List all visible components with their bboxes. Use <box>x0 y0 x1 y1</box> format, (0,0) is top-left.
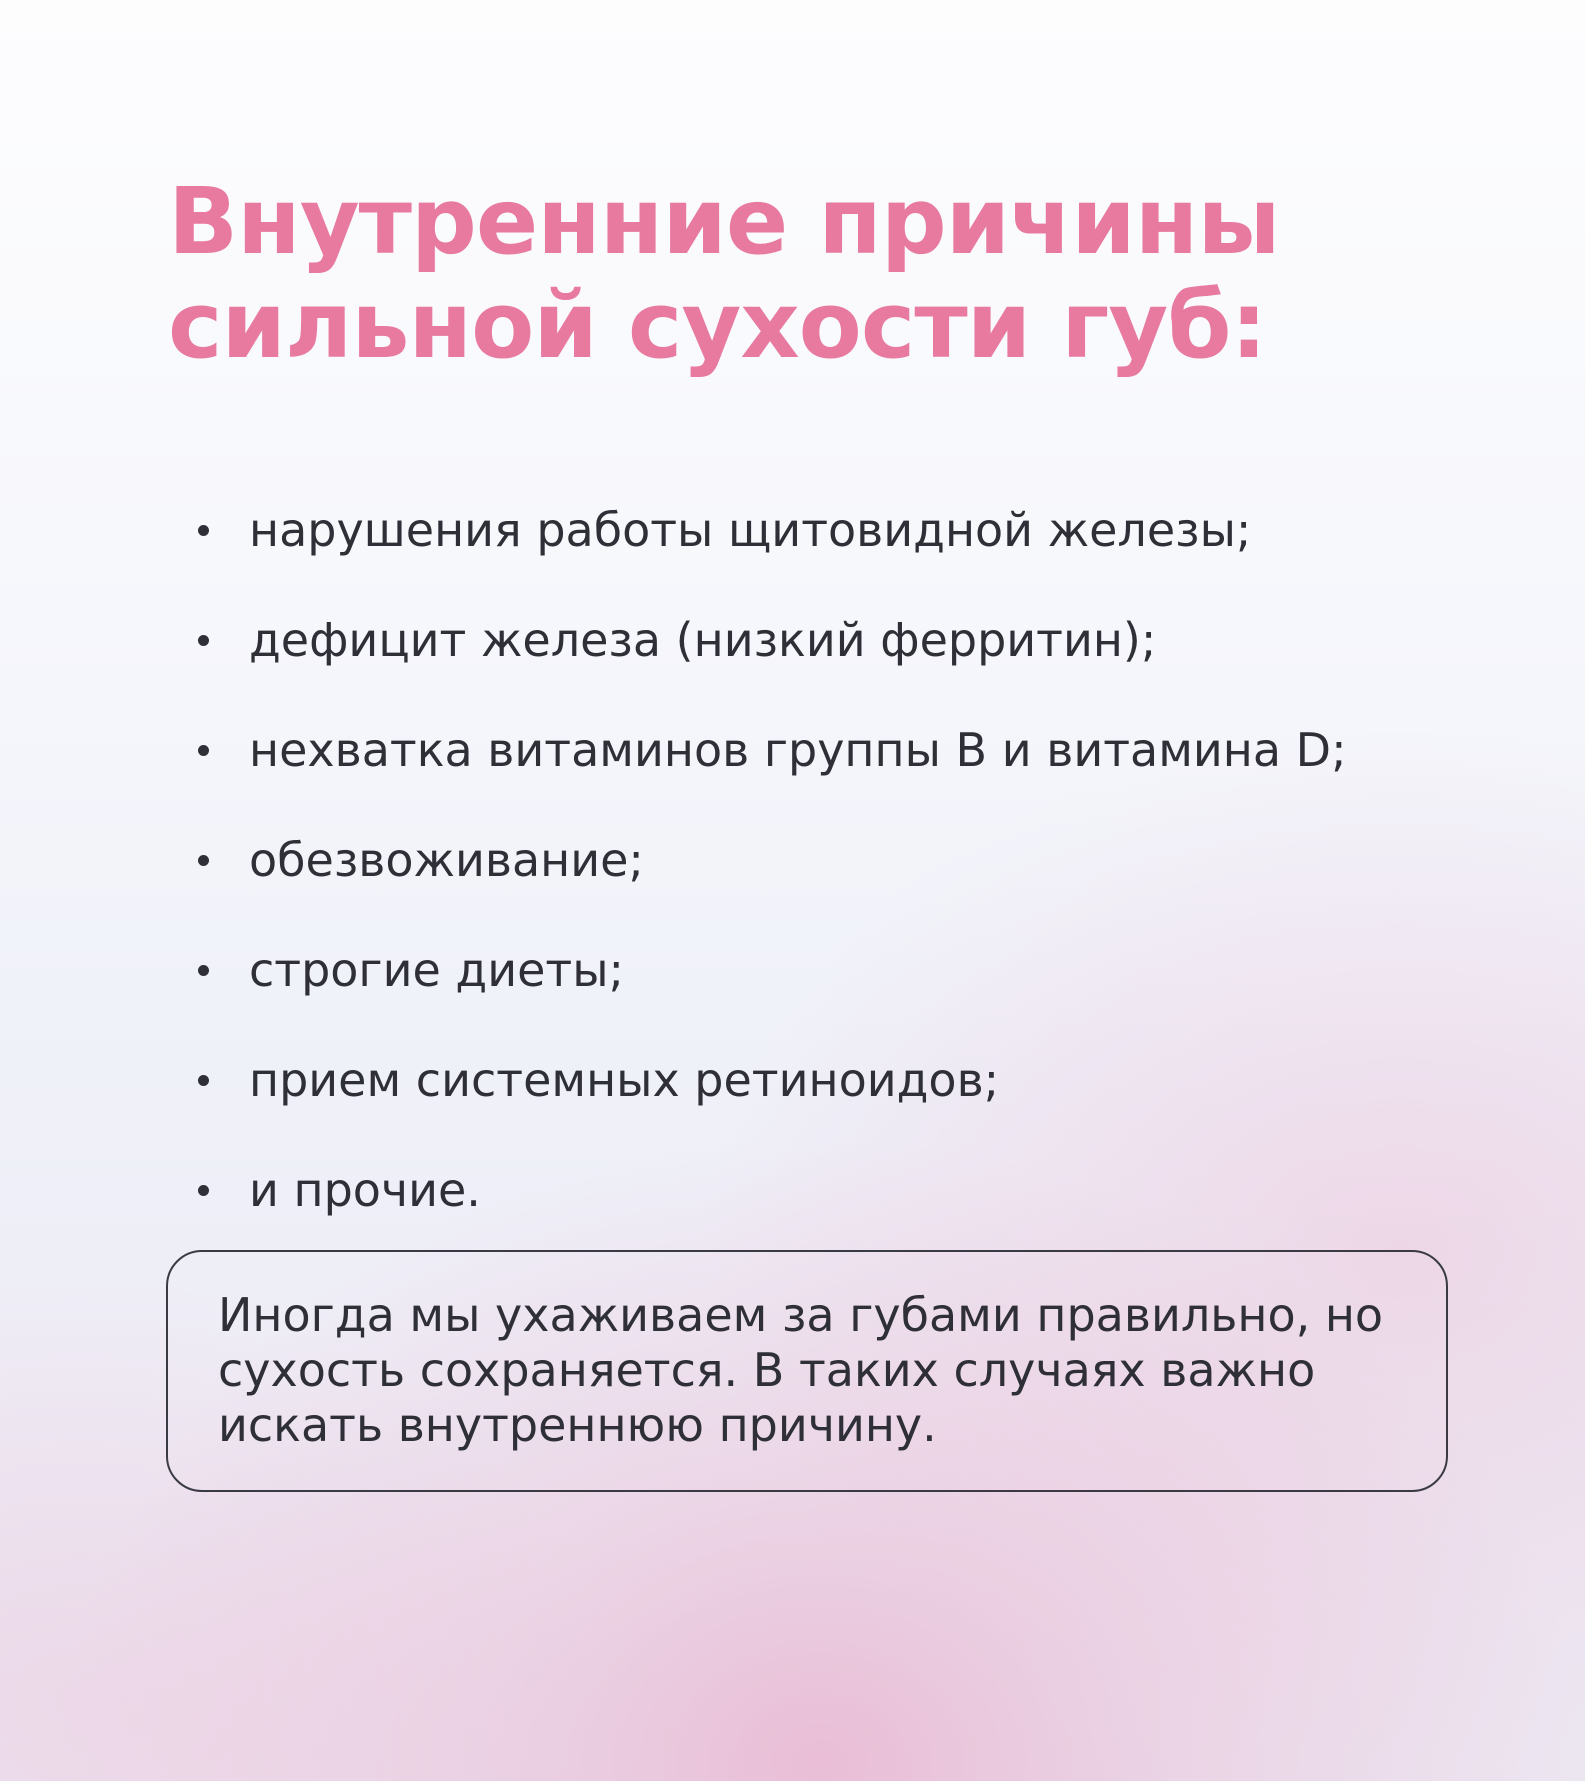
bullet-icon <box>198 525 209 536</box>
list-item <box>198 585 1458 695</box>
causes-list <box>198 475 1458 1245</box>
list-item <box>198 915 1458 1025</box>
bullet-icon <box>198 635 209 646</box>
list-item-text: нарушения работы щитовидной железы; <box>249 503 1252 557</box>
list-item-text: строгие диеты; <box>249 943 625 997</box>
bullet-icon <box>198 965 209 976</box>
page-title <box>168 170 1468 378</box>
list-item-text: и прочие. <box>249 1163 481 1217</box>
list-item <box>198 805 1458 915</box>
note-text: Иногда мы ухаживаем за губами правильно, но сухость сохраняется. В таких случаях важно искать внутреннюю причину. <box>218 1288 1384 1452</box>
bullet-icon <box>198 1075 209 1086</box>
list-item-text: обезвоживание; <box>249 833 644 887</box>
title-line-2: сильной сухости губ: <box>168 272 1267 379</box>
list-item <box>198 1025 1458 1135</box>
bullet-icon <box>198 745 209 756</box>
bullet-icon <box>198 855 209 866</box>
title-line-1: Внутренние причины <box>168 168 1280 275</box>
bullet-icon <box>198 1185 209 1196</box>
list-item-text: дефицит железа (низкий ферритин); <box>249 613 1157 667</box>
list-item-text: нехватка витаминов группы B и витамина D; <box>249 723 1347 777</box>
list-item <box>198 695 1458 805</box>
list-item <box>198 1135 1458 1245</box>
list-item-text: прием системных ретиноидов; <box>249 1053 1000 1107</box>
note-box <box>166 1250 1448 1492</box>
list-item <box>198 475 1458 585</box>
